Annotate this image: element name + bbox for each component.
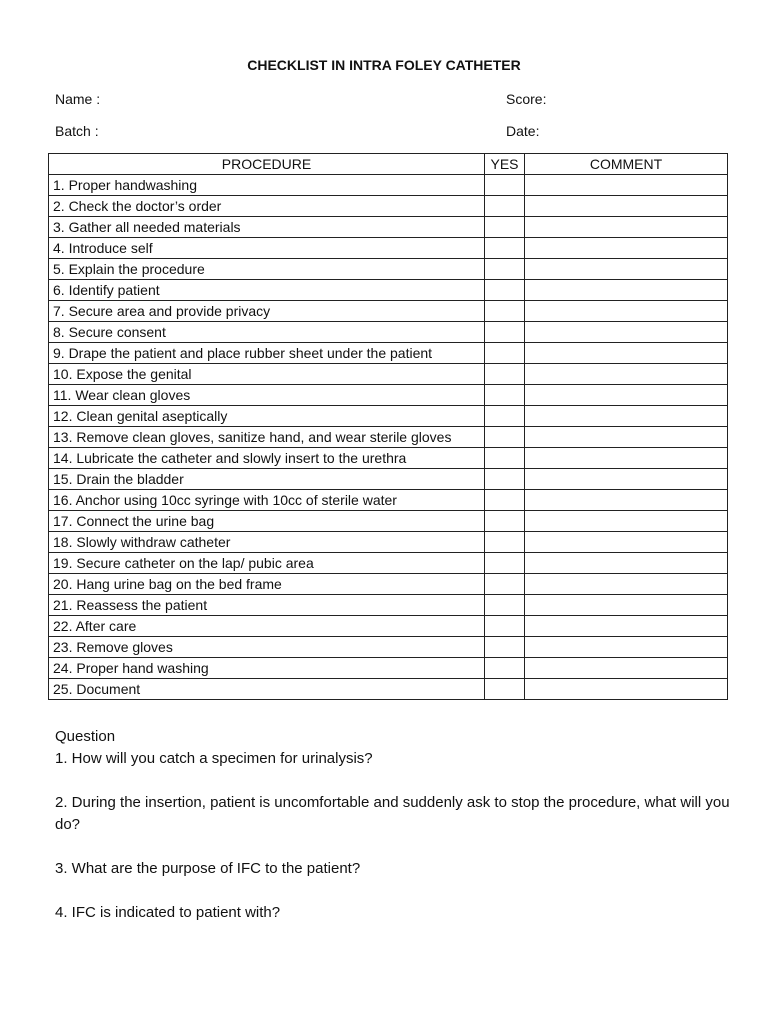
yes-cell <box>485 238 525 259</box>
table-row <box>49 280 728 301</box>
yes-header: YES <box>485 154 525 175</box>
procedure-step: 24. Proper hand washing <box>49 658 485 679</box>
procedure-step: 2. Check the doctor’s order <box>49 196 485 217</box>
comment-cell <box>525 637 728 658</box>
procedure-step: 1. Proper handwashing <box>49 175 485 196</box>
comment-cell <box>525 574 728 595</box>
yes-cell <box>485 532 525 553</box>
yes-cell <box>485 427 525 448</box>
yes-cell <box>485 301 525 322</box>
procedure-step: 11. Wear clean gloves <box>49 385 485 406</box>
yes-cell <box>485 469 525 490</box>
yes-cell <box>485 406 525 427</box>
yes-cell <box>485 574 525 595</box>
score-label: Score: <box>506 91 547 107</box>
procedure-step: 5. Explain the procedure <box>49 259 485 280</box>
name-label: Name : <box>55 91 101 107</box>
questions-heading: Question <box>55 728 116 745</box>
score-field <box>506 91 550 107</box>
table-row <box>49 553 728 574</box>
comment-cell <box>525 238 728 259</box>
comment-cell <box>525 427 728 448</box>
procedure-step: 4. Introduce self <box>49 238 485 259</box>
procedure-step: 19. Secure catheter on the lap/ pubic area <box>49 553 485 574</box>
table-row <box>49 469 728 490</box>
table-row <box>49 637 728 658</box>
yes-cell <box>485 343 525 364</box>
table-row <box>49 511 728 532</box>
procedure-step: 21. Reassess the patient <box>49 595 485 616</box>
procedure-step: 10. Expose the genital <box>49 364 485 385</box>
procedure-step: 6. Identify patient <box>49 280 485 301</box>
table-row <box>49 196 728 217</box>
procedure-step: 7. Secure area and provide privacy <box>49 301 485 322</box>
comment-cell <box>525 364 728 385</box>
comment-cell <box>525 658 728 679</box>
yes-cell <box>485 217 525 238</box>
table-row <box>49 448 728 469</box>
yes-cell <box>485 364 525 385</box>
comment-cell <box>525 595 728 616</box>
table-row <box>49 574 728 595</box>
yes-cell <box>485 175 525 196</box>
yes-cell <box>485 385 525 406</box>
procedure-step: 14. Lubricate the catheter and slowly insert to the urethra <box>49 448 485 469</box>
comment-cell <box>525 406 728 427</box>
date-label: Date: <box>506 123 540 139</box>
questions-section <box>55 726 735 946</box>
comment-cell <box>525 553 728 574</box>
table-row <box>49 616 728 637</box>
table-row <box>49 175 728 196</box>
comment-cell <box>525 196 728 217</box>
comment-cell <box>525 616 728 637</box>
table-row <box>49 658 728 679</box>
table-row <box>49 532 728 553</box>
comment-cell <box>525 385 728 406</box>
procedure-step: 23. Remove gloves <box>49 637 485 658</box>
comment-header: COMMENT <box>525 154 728 175</box>
procedure-step: 18. Slowly withdraw catheter <box>49 532 485 553</box>
comment-cell <box>525 679 728 700</box>
yes-cell <box>485 490 525 511</box>
comment-cell <box>525 322 728 343</box>
comment-cell <box>525 217 728 238</box>
procedure-step: 22. After care <box>49 616 485 637</box>
yes-cell <box>485 280 525 301</box>
procedure-step: 20. Hang urine bag on the bed frame <box>49 574 485 595</box>
procedure-step: 8. Secure consent <box>49 322 485 343</box>
table-row <box>49 259 728 280</box>
table-row <box>49 385 728 406</box>
table-row <box>49 217 728 238</box>
comment-cell <box>525 532 728 553</box>
table-row <box>49 238 728 259</box>
table-row <box>49 427 728 448</box>
procedure-step: 13. Remove clean gloves, sanitize hand, and wear sterile gloves <box>49 427 485 448</box>
yes-cell <box>485 679 525 700</box>
yes-cell <box>485 448 525 469</box>
comment-cell <box>525 511 728 532</box>
procedure-header: PROCEDURE <box>49 154 485 175</box>
question-3: 3. What are the purpose of IFC to the patient? <box>55 860 361 877</box>
table-row <box>49 301 728 322</box>
procedure-step: 3. Gather all needed materials <box>49 217 485 238</box>
table-row <box>49 343 728 364</box>
comment-cell <box>525 469 728 490</box>
comment-cell <box>525 280 728 301</box>
table-row <box>49 322 728 343</box>
batch-label: Batch : <box>55 123 99 139</box>
procedure-step: 15. Drain the bladder <box>49 469 485 490</box>
yes-cell <box>485 322 525 343</box>
table-row <box>49 406 728 427</box>
yes-cell <box>485 616 525 637</box>
table-row <box>49 364 728 385</box>
checklist-body <box>49 175 728 700</box>
question-4: 4. IFC is indicated to patient with? <box>55 904 281 921</box>
procedure-step: 17. Connect the urine bag <box>49 511 485 532</box>
yes-cell <box>485 658 525 679</box>
comment-cell <box>525 175 728 196</box>
yes-cell <box>485 196 525 217</box>
question-1: 1. How will you catch a specimen for urinalysis? <box>55 750 373 767</box>
comment-cell <box>525 448 728 469</box>
comment-cell <box>525 259 728 280</box>
yes-cell <box>485 637 525 658</box>
document-title: CHECKLIST IN INTRA FOLEY CATHETER <box>247 57 521 73</box>
table-row <box>49 595 728 616</box>
yes-cell <box>485 553 525 574</box>
question-2: 2. During the insertion, patient is uncomfortable and suddenly ask to stop the procedure, what will you do? <box>55 794 730 833</box>
comment-cell <box>525 301 728 322</box>
yes-cell <box>485 511 525 532</box>
yes-cell <box>485 595 525 616</box>
comment-cell <box>525 490 728 511</box>
table-header-row <box>49 154 728 175</box>
table-row <box>49 679 728 700</box>
procedure-step: 25. Document <box>49 679 485 700</box>
table-row <box>49 490 728 511</box>
yes-cell <box>485 259 525 280</box>
procedure-checklist-table <box>48 153 728 700</box>
procedure-step: 9. Drape the patient and place rubber sheet under the patient <box>49 343 485 364</box>
date-field <box>506 123 543 139</box>
batch-field <box>55 123 103 139</box>
procedure-step: 16. Anchor using 10cc syringe with 10cc of sterile water <box>49 490 485 511</box>
name-field <box>55 91 104 107</box>
comment-cell <box>525 343 728 364</box>
procedure-step: 12. Clean genital aseptically <box>49 406 485 427</box>
